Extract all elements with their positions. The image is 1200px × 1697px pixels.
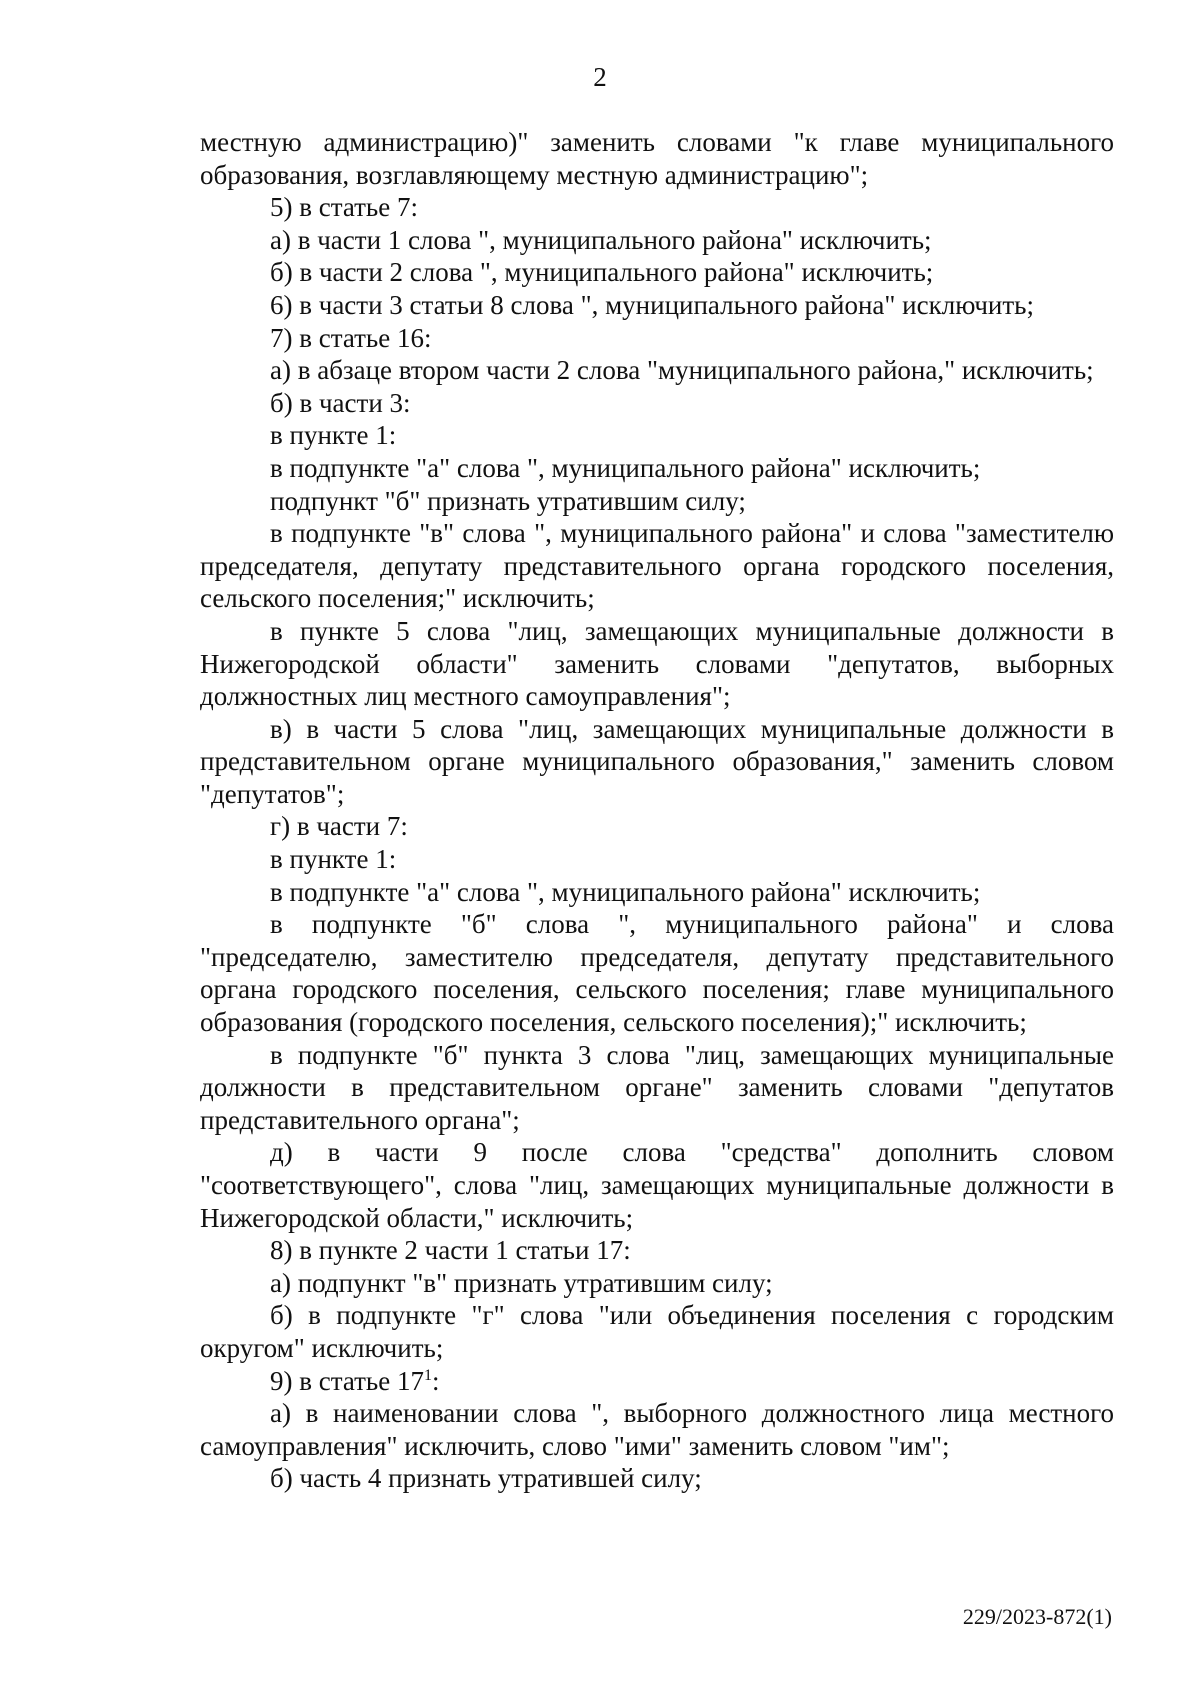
paragraph-7g-subpoint-b: в подпункте "б" слова ", муниципального района" и слова "председателю, заместителю председателя, депутату представительного органа городского поселения, сельского поселения; главе муниципального образования (городского поселения, сельского поселения);" исключить;: [200, 909, 1114, 1038]
paragraph-item-7v: в) в части 5 слова "лиц, замещающих муниципальные должности в представительном органе муниципального образования," заменить словом "депутатов";: [200, 713, 1114, 809]
page-number: 2: [593, 62, 607, 92]
item-9-superscript: 1: [423, 1366, 432, 1384]
paragraph-7g-point-1: в пункте 1:: [270, 844, 397, 875]
paragraph-7g-point-3: в подпункте "б" пункта 3 слова "лиц, замещающих муниципальные должности в представительном органе" заменить словами "депутатов представительного органа";: [200, 1039, 1114, 1135]
paragraph-7g-subpoint-a: в подпункте "а" слова ", муниципального района" исключить;: [270, 876, 981, 907]
item-9-text: 9) в статье 17: [270, 1365, 424, 1396]
paragraph-item-8: 8) в пункте 2 части 1 статьи 17:: [270, 1235, 631, 1266]
paragraph-item-5b: б) в части 2 слова ", муниципального района" исключить;: [270, 257, 934, 288]
paragraph-item-7b: б) в части 3:: [270, 387, 411, 418]
paragraph-item-7g: г) в части 7:: [270, 811, 408, 842]
paragraph-item-9: [200, 1365, 1114, 1398]
paragraph-item-6: 6) в части 3 статьи 8 слова ", муниципального района" исключить;: [270, 289, 1034, 320]
paragraph-item-5: 5) в статье 7:: [270, 192, 418, 223]
paragraph-item-9a: а) в наименовании слова ", выборного должностного лица местного самоуправления" исключить, слово "ими" заменить словом "им";: [200, 1398, 1114, 1461]
paragraph-item-5a: а) в части 1 слова ", муниципального района" исключить;: [270, 224, 932, 255]
paragraph-item-8a: а) подпункт "в" признать утратившим силу;: [270, 1267, 773, 1298]
paragraph-7b-point-5: в пункте 5 слова "лиц, замещающих муниципальные должности в Нижегородской области" заменить словами "депутатов, выборных должностных лиц местного самоуправления";: [200, 615, 1114, 712]
paragraph-7b-subpoint-b: подпункт "б" признать утратившим силу;: [270, 485, 746, 516]
paragraph-7b-subpoint-v: в подпункте "в" слова ", муниципального района" и слова "заместителю председателя, депутату представительного органа городского поселения, сельского поселения;" исключить;: [200, 518, 1114, 614]
item-9-tail: :: [431, 1365, 440, 1396]
paragraph-continuation: местную администрацию)" заменить словами "к главе муниципального образования, возглавляющему местную администрацию";: [200, 127, 1114, 190]
paragraph-item-8b: б) в подпункте "г" слова "или объединения поселения с городским округом" исключить;: [200, 1300, 1114, 1363]
paragraph-7b-subpoint-a: в подпункте "а" слова ", муниципального района" исключить;: [270, 452, 981, 483]
paragraph-item-7a: а) в абзаце втором части 2 слова "муниципального района," исключить;: [270, 355, 1094, 386]
paragraph-7b-point-1: в пункте 1:: [270, 420, 397, 451]
paragraph-item-7d: д) в части 9 после слова "средства" дополнить словом "соответствующего", слова "лиц, замещающих муниципальные должности в Нижегородской области," исключить;: [200, 1137, 1114, 1233]
paragraph-item-7: 7) в статье 16:: [270, 322, 432, 353]
document-registration-code: 229/2023-872(1): [962, 1604, 1112, 1629]
document-body: [200, 126, 1114, 1495]
paragraph-item-9b: б) часть 4 признать утратившей силу;: [270, 1463, 702, 1494]
